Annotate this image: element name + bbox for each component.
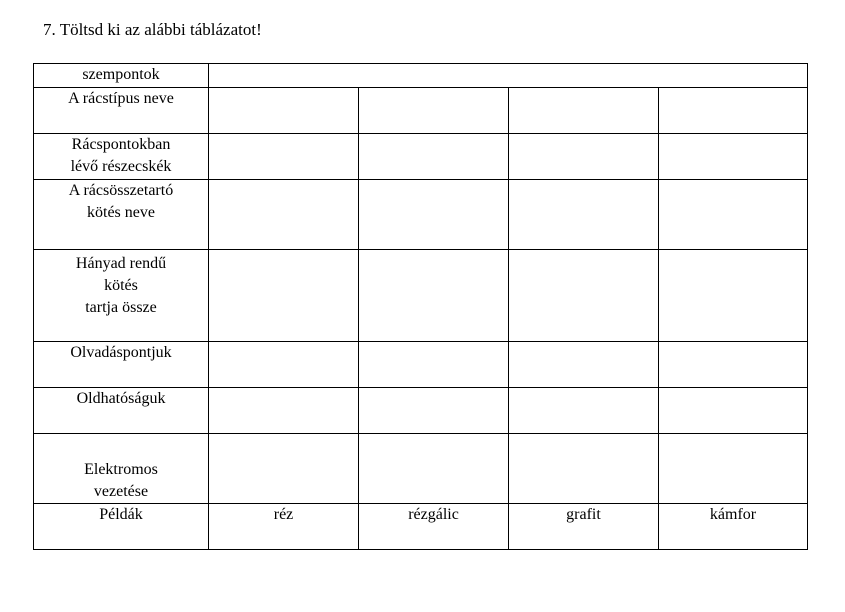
answer-cell[interactable]	[659, 134, 808, 180]
answer-cell[interactable]	[509, 342, 659, 388]
row-label-solubility	[34, 388, 209, 434]
table-row	[34, 388, 808, 434]
worksheet-table	[33, 63, 808, 550]
label-line: lévő részecskék	[70, 158, 172, 175]
answer-cell[interactable]	[359, 388, 509, 434]
row-label-melting-point	[34, 342, 209, 388]
label-line: Oldhatóságuk	[76, 390, 166, 407]
label-line: vezetése	[93, 483, 149, 500]
answer-cell[interactable]	[659, 388, 808, 434]
answer-cell[interactable]	[209, 434, 359, 504]
table-row	[34, 180, 808, 250]
answer-cell[interactable]	[509, 88, 659, 134]
table-row	[34, 134, 808, 180]
answer-cell[interactable]	[359, 434, 509, 504]
row-label-lattice-particles	[34, 134, 209, 180]
row-label-bond-name	[34, 180, 209, 250]
answer-cell[interactable]	[209, 388, 359, 434]
example-graphite: grafit	[509, 504, 659, 550]
row-label-lattice-type	[34, 88, 209, 134]
task-title: 7. Töltsd ki az alábbi táblázatot!	[43, 20, 262, 39]
label-line: Olvadáspontjuk	[70, 344, 172, 361]
answer-cell[interactable]	[209, 180, 359, 250]
header-row	[34, 64, 808, 88]
label-line: Elektromos	[84, 461, 158, 478]
label-line: Rácspontokban	[71, 136, 171, 153]
examples-row	[34, 504, 808, 550]
answer-cell[interactable]	[209, 342, 359, 388]
label-line: Hányad rendű	[75, 255, 167, 272]
answer-cell[interactable]	[359, 342, 509, 388]
answer-cell[interactable]	[509, 134, 659, 180]
answer-cell[interactable]	[359, 88, 509, 134]
label-line: tartja össze	[85, 299, 157, 316]
answer-cell[interactable]	[209, 134, 359, 180]
answer-cell[interactable]	[209, 88, 359, 134]
answer-cell[interactable]	[509, 434, 659, 504]
table-row	[34, 342, 808, 388]
answer-cell[interactable]	[659, 180, 808, 250]
label-line: A rácsösszetartó	[68, 182, 174, 199]
answer-cell[interactable]	[659, 250, 808, 342]
criteria-header: szempontok	[34, 64, 209, 88]
answer-cell[interactable]	[659, 434, 808, 504]
answer-cell[interactable]	[209, 250, 359, 342]
answer-cell[interactable]	[359, 250, 509, 342]
answer-cell[interactable]	[509, 180, 659, 250]
example-copper-sulfate: rézgálic	[359, 504, 509, 550]
table-row	[34, 88, 808, 134]
row-label-conductivity	[34, 434, 209, 504]
examples-label: Példák	[34, 504, 209, 550]
answer-cell[interactable]	[509, 388, 659, 434]
answer-cell[interactable]	[359, 180, 509, 250]
header-empty-cell[interactable]	[209, 64, 808, 88]
label-line: kötés neve	[87, 204, 155, 221]
label-line: kötés	[104, 277, 138, 294]
answer-cell[interactable]	[509, 250, 659, 342]
example-camphor: kámfor	[659, 504, 808, 550]
row-label-bond-order	[34, 250, 209, 342]
answer-cell[interactable]	[659, 342, 808, 388]
answer-cell[interactable]	[659, 88, 808, 134]
label-line: A rácstípus neve	[68, 90, 174, 107]
answer-cell[interactable]	[359, 134, 509, 180]
example-copper: réz	[209, 504, 359, 550]
table-row	[34, 250, 808, 342]
table-row	[34, 434, 808, 504]
